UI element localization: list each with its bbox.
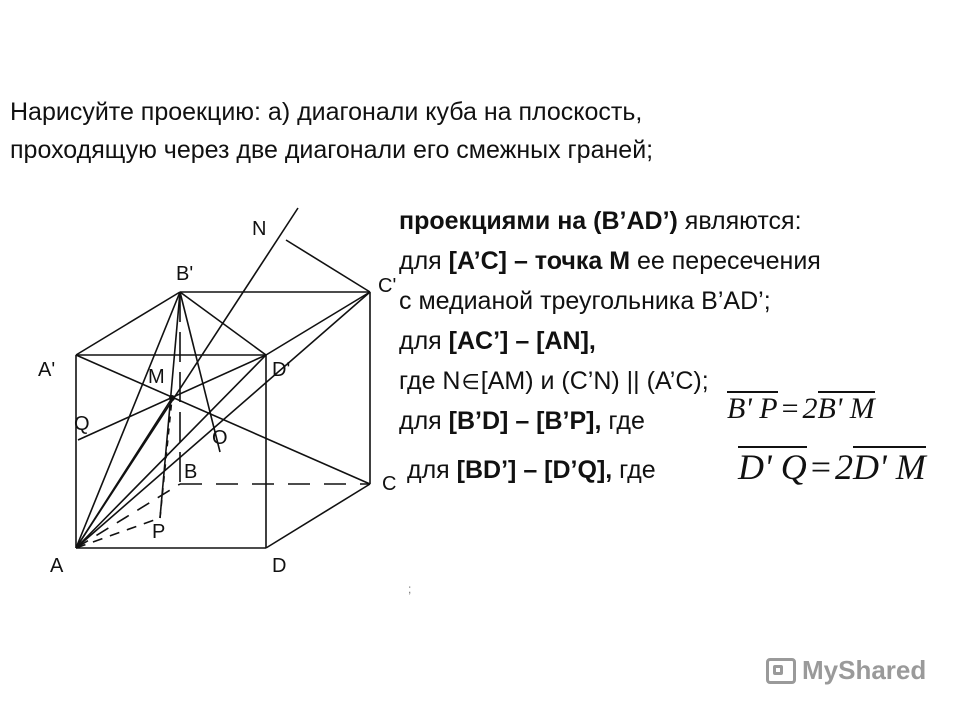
label-P: P [152,521,166,543]
brand-name: MyShared [802,655,927,685]
line-Bp-P [160,292,180,518]
formula-bp-p [727,391,875,426]
stray-mark: ; [408,582,412,596]
note-line-5 [399,361,959,401]
note-2-rest: ее пересечения [630,247,821,275]
note-7-rest: где [612,456,656,484]
label-B: B [184,461,198,483]
label-D-prime: D' [272,359,291,381]
note-7-pre: для [407,456,457,484]
edge-Ap-Bp [76,292,180,355]
note-2-pre: для [399,247,449,275]
note-line-6 [399,401,959,441]
formula-1-eq: = [781,392,799,425]
formula-1-lhs: B' P [727,392,778,425]
note-1-rest: являются: [677,207,802,235]
solution-notes [399,201,959,441]
note-5-rest: [AM) и (C’N) || (A’C); [480,367,709,395]
formula-2-rhs: D' M [853,447,926,487]
label-C: C [382,473,397,495]
note-line-1 [399,201,959,241]
problem-line-2: проходящую через две диагонали его смежных граней; [10,136,654,164]
label-Q: Q [74,413,90,435]
myshared-logo-icon [766,658,796,684]
myshared-watermark [766,655,926,686]
formula-dp-q [738,446,926,488]
problem-line-1: Нарисуйте проекцию: а) диагонали куба на плоскость, [10,98,643,126]
label-O: O [212,427,228,449]
formula-2-eq: = [810,447,832,487]
formula-1-rhs: B' M [817,392,875,425]
label-D: D [272,555,287,577]
edge-Cp-Dp [266,292,370,355]
line-Cp-N [286,240,370,292]
note-line-7 [407,456,656,485]
formula-1-coef: 2 [802,392,818,425]
note-line-2 [399,241,959,281]
point-M [169,395,175,401]
note-4-bold: [AC’] – [AN], [448,327,596,355]
diag-A-Dp [76,355,266,548]
formula-2-coef: 2 [835,447,854,487]
note-2-bold: [A’C] – точка M [448,247,631,275]
note-5-pre: где N [399,367,461,395]
label-N: N [252,218,267,240]
edge-D-C [266,484,370,548]
label-A-prime: A' [38,359,56,381]
note-6-rest: где [601,407,645,435]
note-4-pre: для [399,327,449,355]
note-6-pre: для [399,407,449,435]
note-7-bold: [BD’] – [D’Q], [456,456,613,484]
element-of-symbol: ∈ [461,371,480,394]
label-C-prime: C' [378,275,397,297]
note-1-bold: проекциями на (B’AD’) [399,207,678,235]
label-M: M [148,366,165,388]
label-A: A [50,555,64,577]
label-B-prime: B' [176,263,194,285]
note-6-bold: [B’D] – [B’P], [448,407,602,435]
note-line-4 [399,321,959,361]
formula-2-lhs: D' Q [738,447,807,487]
diag-A-Bp [76,292,180,548]
note-line-3: с медианой треугольника B’AD’; [399,287,771,315]
